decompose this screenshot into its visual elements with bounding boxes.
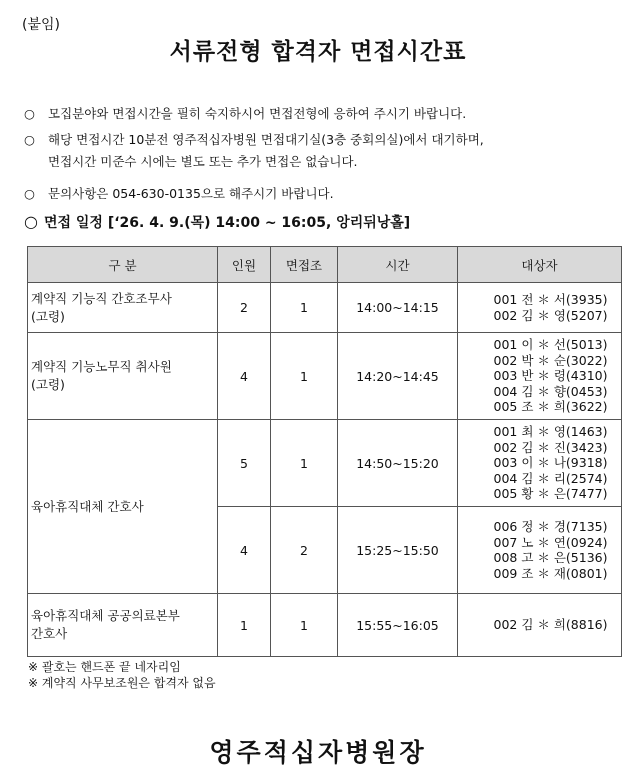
group-cell: 1	[271, 333, 338, 420]
candidate-entry: 004 김 ＊ 향(0453)	[493, 383, 608, 399]
candidate-entry: 003 반 ＊ 령(4310)	[493, 368, 608, 384]
attachment-label: (붙임)	[22, 17, 60, 33]
count-cell: 4	[218, 333, 271, 420]
candidate-entry: 004 김 ＊ 리(2574)	[493, 470, 608, 486]
notice-1	[24, 103, 466, 125]
category-cell: 계약직 기능노무직 취사원 (고령)	[28, 333, 218, 420]
count-cell: 2	[218, 283, 271, 333]
category-cell: 육아휴직대체 간호사	[28, 420, 218, 594]
candidates-cell	[458, 333, 622, 420]
footnote: ※ 괄호는 핸드폰 끝 네자리임	[28, 660, 181, 674]
category-cell: 계약직 기능직 간호조무사 (고령)	[28, 283, 218, 333]
candidate-entry: 003 이 ＊ 나(9318)	[493, 455, 608, 471]
category-cell: 육아휴직대체 공공의료본부 간호사	[28, 594, 218, 657]
footnote: ※ 계약직 사무보조원은 합격자 없음	[28, 676, 216, 690]
group-cell: 2	[271, 507, 338, 594]
candidate-entry: 002 김 ＊ 희(8816)	[493, 617, 608, 633]
circle-bullet-icon: ○	[24, 212, 38, 231]
circle-bullet-icon: ○	[24, 186, 35, 201]
footnotes	[28, 659, 216, 691]
candidate-entry: 009 조 ＊ 재(0801)	[493, 565, 608, 581]
candidates-cell	[458, 420, 622, 507]
notice-2	[24, 129, 620, 173]
candidate-entry: 008 고 ＊ 은(5136)	[493, 550, 608, 565]
schedule-heading	[24, 212, 410, 232]
candidate-entry: 006 정 ＊ 경(7135)	[493, 519, 608, 534]
page-title: 서류전형 합격자 면접시간표	[169, 39, 467, 65]
time-cell: 14:50~15:20	[338, 420, 458, 507]
count-cell: 1	[218, 594, 271, 657]
count-cell: 5	[218, 420, 271, 507]
candidate-entry: 002 박 ＊ 순(3022)	[493, 352, 608, 368]
time-cell: 14:00~14:15	[338, 283, 458, 333]
table-row	[28, 283, 622, 333]
time-cell: 14:20~14:45	[338, 333, 458, 420]
header-candidates: 대상자	[458, 247, 622, 283]
schedule-text: 면접 일정 [‘26. 4. 9.(목) 14:00 ~ 16:05, 앙리뒤낭홀]	[43, 215, 411, 231]
interview-schedule-table	[27, 246, 622, 657]
notice-text: 문의사항은 054-630-0135으로 해주시기 바랍니다.	[48, 186, 334, 201]
group-cell: 1	[271, 420, 338, 507]
candidate-entry: 001 전 ＊ 서(3935)	[493, 292, 608, 307]
candidate-entry: 001 최 ＊ 영(1463)	[493, 424, 608, 440]
candidates-cell	[458, 507, 622, 594]
header-category: 구 분	[28, 247, 218, 283]
table-row	[28, 594, 622, 657]
circle-bullet-icon: ○	[24, 106, 35, 121]
table-row	[28, 333, 622, 420]
notice-text: 모집분야와 면접시간을 필히 숙지하시어 면접전형에 응하여 주시기 바랍니다.	[48, 106, 467, 121]
candidate-entry: 002 김 ＊ 진(3423)	[493, 439, 608, 455]
candidates-cell	[458, 283, 622, 333]
notice-text: 해당 면접시간 10분전 영주적십자병원 면접대기실(3층 중회의실)에서 대기하며,	[48, 132, 484, 147]
header-group: 면접조	[271, 247, 338, 283]
notice-text-continued: 면접시간 미준수 시에는 별도 또는 추가 면접은 없습니다.	[48, 154, 358, 169]
header-time: 시간	[338, 247, 458, 283]
group-cell: 1	[271, 594, 338, 657]
candidate-entry: 002 김 ＊ 영(5207)	[493, 307, 608, 323]
candidate-entry: 005 조 ＊ 희(3622)	[493, 399, 608, 415]
group-cell: 1	[271, 283, 338, 333]
time-cell: 15:55~16:05	[338, 594, 458, 657]
notice-3	[24, 183, 334, 205]
candidate-entry: 001 이 ＊ 선(5013)	[493, 337, 608, 353]
candidate-entry: 005 황 ＊ 은(7477)	[493, 486, 608, 502]
candidates-cell	[458, 594, 622, 657]
time-cell: 15:25~15:50	[338, 507, 458, 594]
issuer-signature: 영주적십자병원장	[209, 738, 427, 767]
count-cell: 4	[218, 507, 271, 594]
candidate-entry: 007 노 ＊ 연(0924)	[493, 534, 608, 550]
table-header-row	[28, 247, 622, 283]
circle-bullet-icon: ○	[24, 132, 35, 147]
table-row	[28, 420, 622, 507]
header-count: 인원	[218, 247, 271, 283]
